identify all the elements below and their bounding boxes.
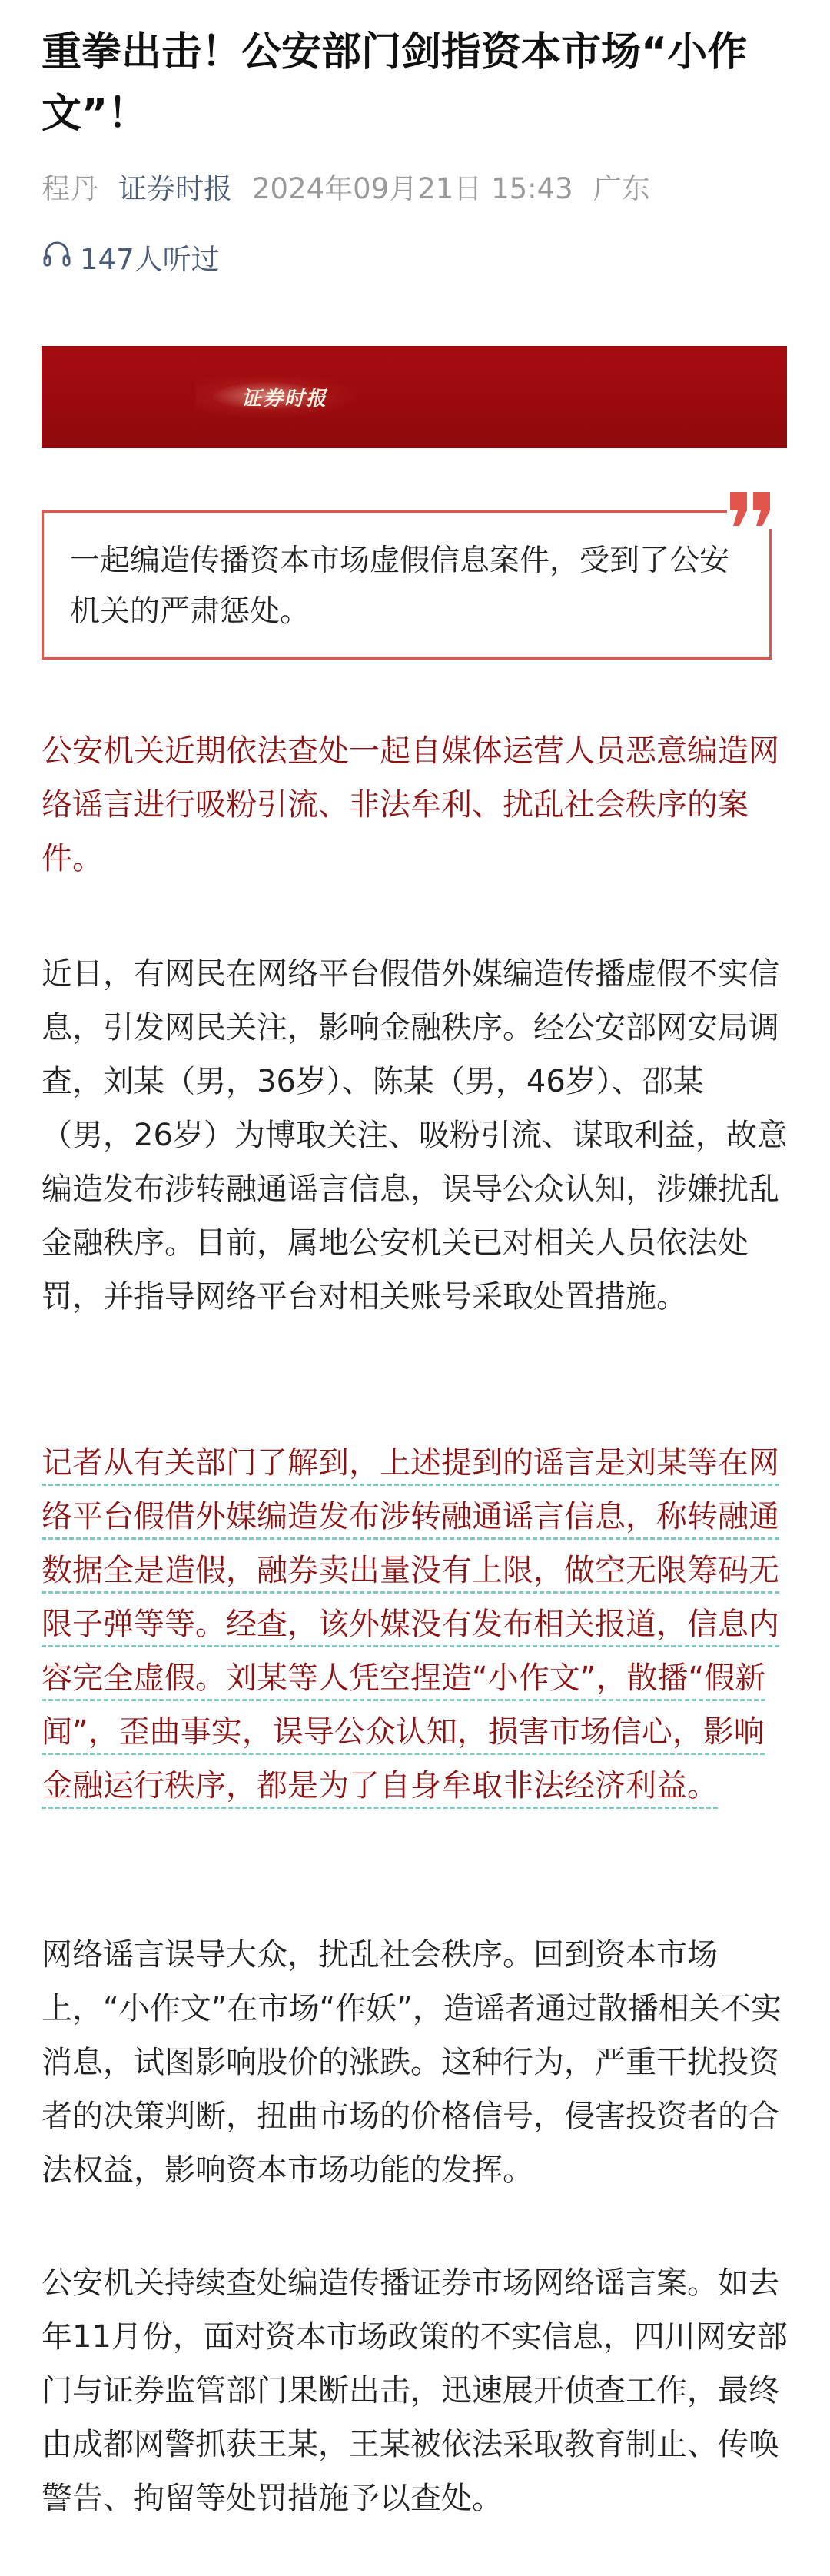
summary-box: 一起编造传播资本市场虚假信息案件，受到了公安机关的严肃惩处。	[42, 510, 772, 660]
quote-mark-icon	[727, 489, 775, 529]
body-paragraph-1: 近日，有网民在网络平台假借外媒编造传播虚假不实信息，引发网民关注，影响金融秩序。经公安部网安局调查，刘某（男，36岁）、陈某（男，46岁）、邵某（男，26岁）为博取关注、吸粉引流、谋取利益，故意编造发布涉转融通谣言信息，误导公众认知，涉嫌扰乱金融秩序。目前，属地公安机关已对相关人员依法处罚，并指导网络平台对相关账号采取处置措施。	[42, 956, 788, 1315]
author-name[interactable]: 程丹	[42, 172, 98, 205]
body-paragraph-3: 网络谣言误导大众，扰乱社会秩序。回到资本市场上，“小作文”在市场“作妖”，造谣者通过散播相关不实消息，试图影响股价的涨跌。这种行为，严重干扰投资者的决策判断，扭曲市场的价格信号，侵害投资者的合法权益，影响资本市场功能的发挥。	[42, 1937, 782, 2188]
headphones-icon	[42, 238, 72, 276]
publish-datetime: 2024年09月21日 15:43	[252, 172, 573, 205]
newspaper-logo	[195, 374, 357, 418]
article-meta	[42, 168, 650, 211]
lead-paragraph: 公安机关近期依法查处一起自媒体运营人员恶意编造网络谣言进行吸粉引流、非法牟利、扰乱社会秩序的案件。	[42, 733, 779, 876]
body-paragraph-4: 公安机关持续查处编造传播证券市场网络谣言案。如去年11月份，面对资本市场政策的不实信息，四川网安部门与证券监管部门果断出击，迅速展开侦查工作，最终由成都网警抓获王某，王某被依法采取教育制止、传唤警告、拘留等处罚措施予以查处。	[42, 2265, 788, 2516]
source-name[interactable]: 证券时报	[118, 172, 232, 205]
listen-count-label: 147人听过	[80, 243, 220, 276]
listen-count[interactable]	[42, 235, 220, 278]
publish-location: 广东	[593, 172, 650, 205]
article-banner	[42, 346, 787, 448]
newspaper-logo-text: 证券时报	[241, 387, 328, 410]
highlight-paragraph	[42, 1436, 791, 1813]
highlight-paragraph-text: 记者从有关部门了解到，上述提到的谣言是刘某等在网络平台假借外媒编造发布涉转融通谣言信息，称转融通数据全是造假，融券卖出量没有上限，做空无限筹码无限子弹等等。经查，该外媒没有发布相关报道，信息内容完全虚假。刘某等人凭空捏造“小作文”，散播“假新闻”，歪曲事实，误导公众认知，损害市场信心，影响金融运行秩序，都是为了自身牟取非法经济利益。	[42, 1445, 779, 1809]
article-title: 重拳出击！公安部门剑指资本市场“小作文”！	[42, 29, 748, 137]
